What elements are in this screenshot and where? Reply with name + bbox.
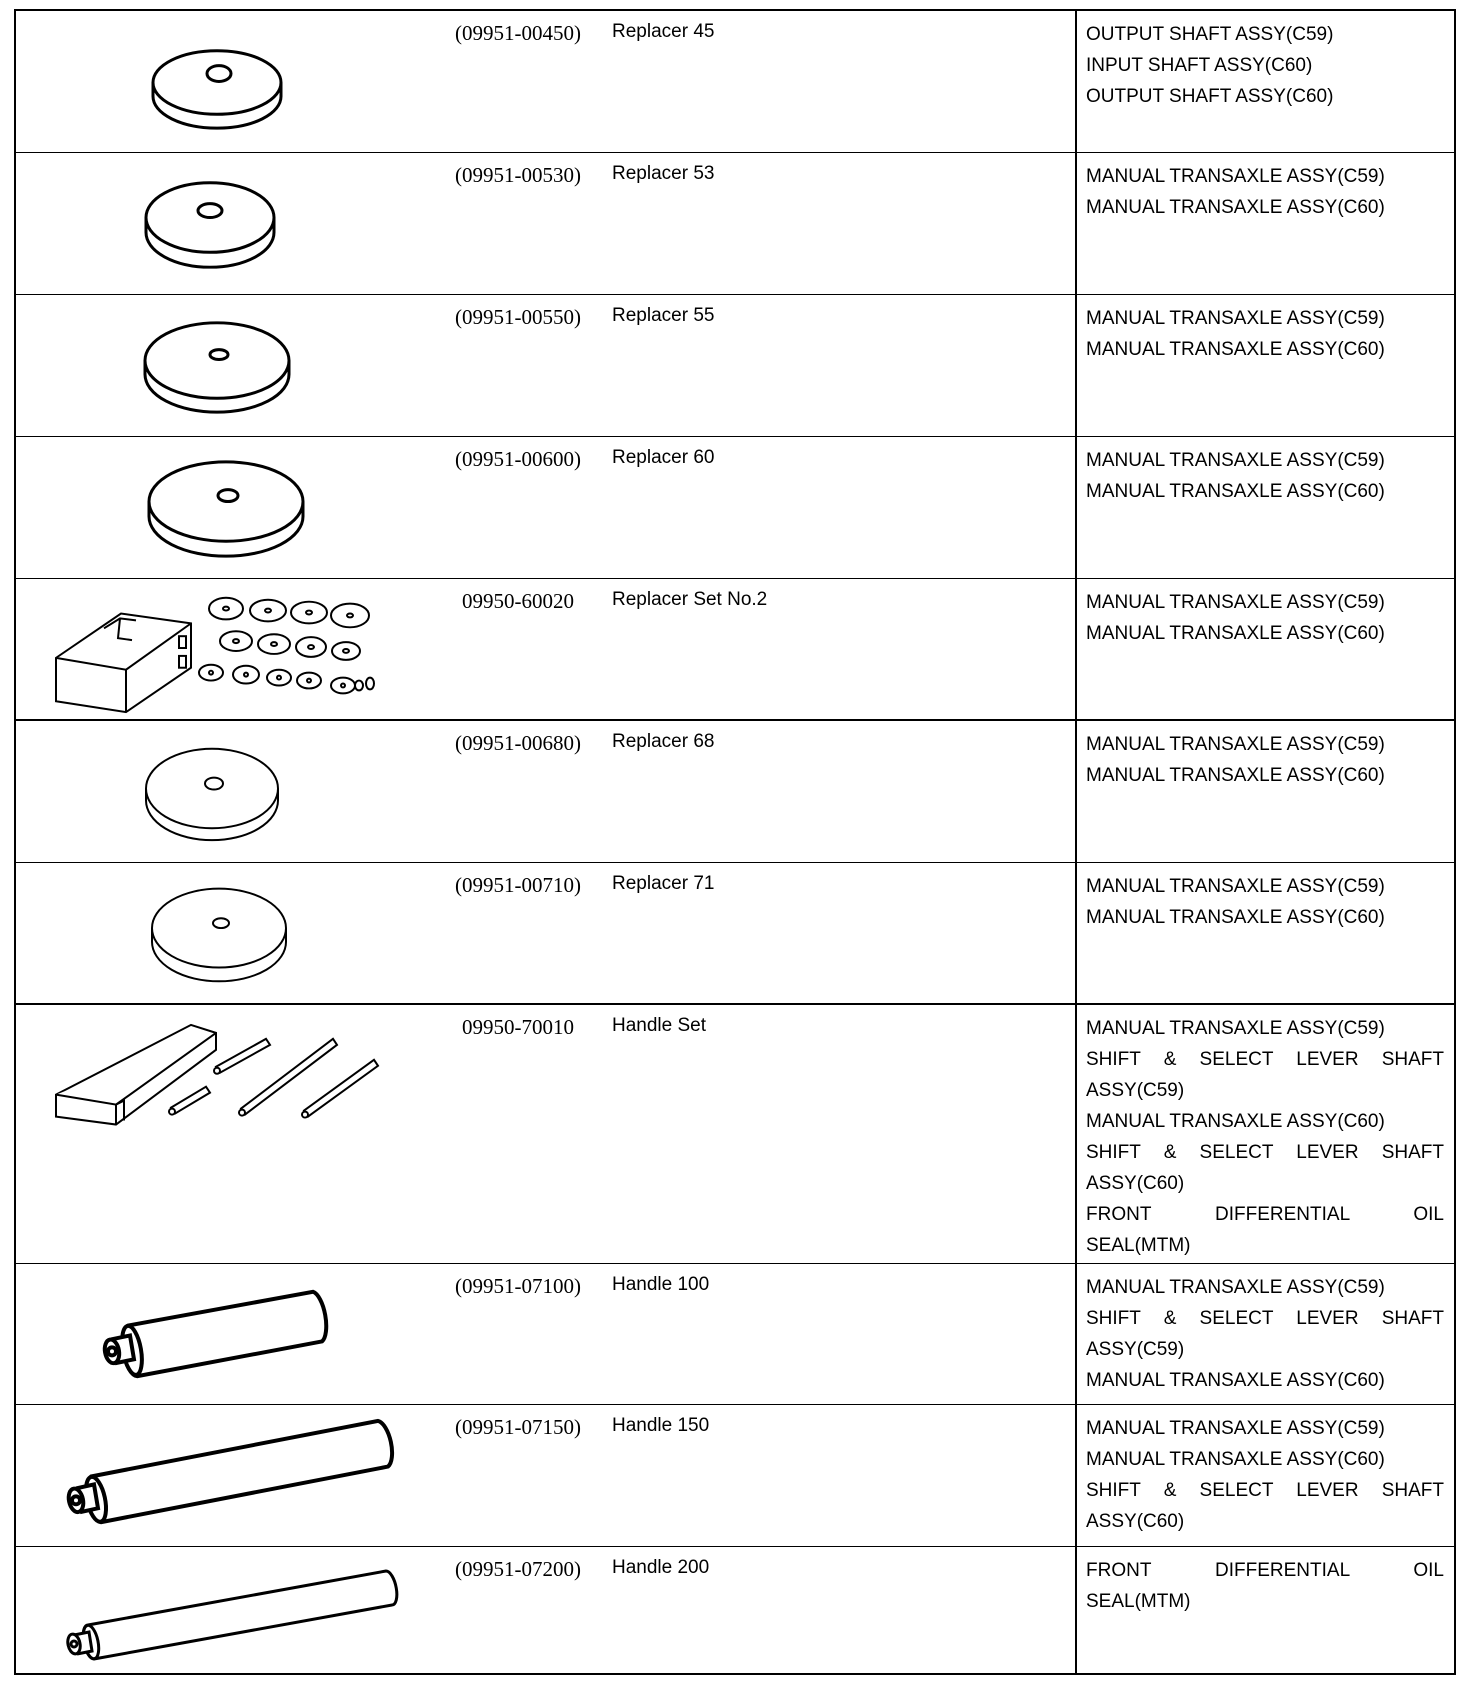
part-number: (09951-00710) — [455, 873, 581, 897]
assembly-line: MANUAL TRANSAXLE ASSY(C60) — [1086, 197, 1385, 218]
applicable-assemblies — [1086, 1013, 1444, 1261]
assembly-line: ASSY(C59) — [1086, 1080, 1185, 1101]
assembly-line: MANUAL TRANSAXLE ASSY(C60) — [1086, 481, 1385, 502]
assembly-line: FRONT DIFFERENTIAL OIL — [1086, 1204, 1444, 1225]
part-number: (09951-07200) — [455, 1557, 581, 1581]
table-row — [16, 437, 1454, 579]
tool-name: Replacer Set No.2 — [612, 589, 768, 610]
applicable-assemblies — [1086, 1413, 1444, 1537]
table-row — [16, 1405, 1454, 1547]
assembly-line: MANUAL TRANSAXLE ASSY(C59) — [1086, 734, 1385, 755]
assembly-line: SEAL(MTM) — [1086, 1235, 1191, 1256]
table-row — [16, 579, 1454, 721]
tool-name: Handle 100 — [612, 1274, 710, 1295]
handle-rod-icon — [16, 1264, 416, 1404]
assembly-line: MANUAL TRANSAXLE ASSY(C59) — [1086, 592, 1385, 613]
table-row — [16, 863, 1454, 1005]
special-tools-table — [14, 9, 1456, 1675]
part-number: (09951-00450) — [455, 21, 581, 45]
table-row — [16, 1264, 1454, 1405]
replacer-disc-icon — [16, 153, 416, 294]
assembly-line: SHIFT & SELECT LEVER SHAFT — [1086, 1142, 1444, 1163]
assembly-line: SEAL(MTM) — [1086, 1591, 1191, 1612]
assembly-line: SHIFT & SELECT LEVER SHAFT — [1086, 1480, 1444, 1501]
part-number: (09951-00600) — [455, 447, 581, 471]
assembly-line: MANUAL TRANSAXLE ASSY(C60) — [1086, 907, 1385, 928]
applicable-assemblies — [1086, 587, 1444, 649]
assembly-line: SHIFT & SELECT LEVER SHAFT — [1086, 1308, 1444, 1329]
assembly-line: MANUAL TRANSAXLE ASSY(C59) — [1086, 876, 1385, 897]
replacer-disc-icon — [16, 721, 416, 862]
assembly-line: ASSY(C59) — [1086, 1339, 1185, 1360]
part-number: 09950-60020 — [462, 589, 574, 613]
assembly-line: ASSY(C60) — [1086, 1173, 1185, 1194]
applicable-assemblies — [1086, 729, 1444, 791]
tool-name: Replacer 60 — [612, 447, 715, 468]
applicable-assemblies — [1086, 161, 1444, 223]
tool-name: Replacer 68 — [612, 731, 715, 752]
part-number: 09950-70010 — [462, 1015, 574, 1039]
assembly-line: ASSY(C60) — [1086, 1511, 1185, 1532]
assembly-line: MANUAL TRANSAXLE ASSY(C59) — [1086, 1418, 1385, 1439]
replacer-set-case-icon — [16, 579, 416, 719]
assembly-line: MANUAL TRANSAXLE ASSY(C59) — [1086, 166, 1385, 187]
applicable-assemblies — [1086, 871, 1444, 933]
replacer-disc-icon — [16, 295, 416, 436]
table-row — [16, 1547, 1454, 1673]
replacer-disc-icon — [16, 437, 416, 578]
assembly-line: MANUAL TRANSAXLE ASSY(C60) — [1086, 1111, 1385, 1132]
tool-name: Handle 200 — [612, 1557, 710, 1578]
assembly-line: MANUAL TRANSAXLE ASSY(C59) — [1086, 1018, 1385, 1039]
handle-rod-icon — [16, 1547, 416, 1673]
part-number: (09951-07100) — [455, 1274, 581, 1298]
assembly-line: INPUT SHAFT ASSY(C60) — [1086, 55, 1313, 76]
tool-name: Replacer 71 — [612, 873, 715, 894]
tool-name: Replacer 45 — [612, 21, 715, 42]
part-number: (09951-00550) — [455, 305, 581, 329]
assembly-line: MANUAL TRANSAXLE ASSY(C59) — [1086, 450, 1385, 471]
assembly-line: OUTPUT SHAFT ASSY(C60) — [1086, 86, 1334, 107]
table-row — [16, 11, 1454, 153]
applicable-assemblies — [1086, 19, 1444, 112]
assembly-line: SHIFT & SELECT LEVER SHAFT — [1086, 1049, 1444, 1070]
table-row — [16, 295, 1454, 437]
tool-name: Replacer 55 — [612, 305, 715, 326]
part-number: (09951-00680) — [455, 731, 581, 755]
assembly-line: MANUAL TRANSAXLE ASSY(C60) — [1086, 765, 1385, 786]
handle-set-case-icon — [16, 1005, 416, 1263]
applicable-assemblies — [1086, 1272, 1444, 1396]
assembly-line: MANUAL TRANSAXLE ASSY(C60) — [1086, 623, 1385, 644]
handle-rod-icon — [16, 1405, 416, 1546]
applicable-assemblies — [1086, 303, 1444, 365]
tool-name: Replacer 53 — [612, 163, 715, 184]
assembly-line: MANUAL TRANSAXLE ASSY(C59) — [1086, 1277, 1385, 1298]
assembly-line: OUTPUT SHAFT ASSY(C59) — [1086, 24, 1334, 45]
assembly-line: MANUAL TRANSAXLE ASSY(C60) — [1086, 1370, 1385, 1391]
table-row — [16, 153, 1454, 295]
tool-name: Handle Set — [612, 1015, 707, 1036]
applicable-assemblies — [1086, 445, 1444, 507]
part-number: (09951-07150) — [455, 1415, 581, 1439]
tool-name: Handle 150 — [612, 1415, 710, 1436]
table-row — [16, 1005, 1454, 1264]
assembly-line: MANUAL TRANSAXLE ASSY(C59) — [1086, 308, 1385, 329]
assembly-line: FRONT DIFFERENTIAL OIL — [1086, 1560, 1444, 1581]
table-row — [16, 721, 1454, 863]
assembly-line: MANUAL TRANSAXLE ASSY(C60) — [1086, 1449, 1385, 1470]
assembly-line: MANUAL TRANSAXLE ASSY(C60) — [1086, 339, 1385, 360]
applicable-assemblies — [1086, 1555, 1444, 1617]
replacer-disc-icon — [16, 863, 416, 1003]
part-number: (09951-00530) — [455, 163, 581, 187]
replacer-disc-icon — [16, 11, 416, 152]
